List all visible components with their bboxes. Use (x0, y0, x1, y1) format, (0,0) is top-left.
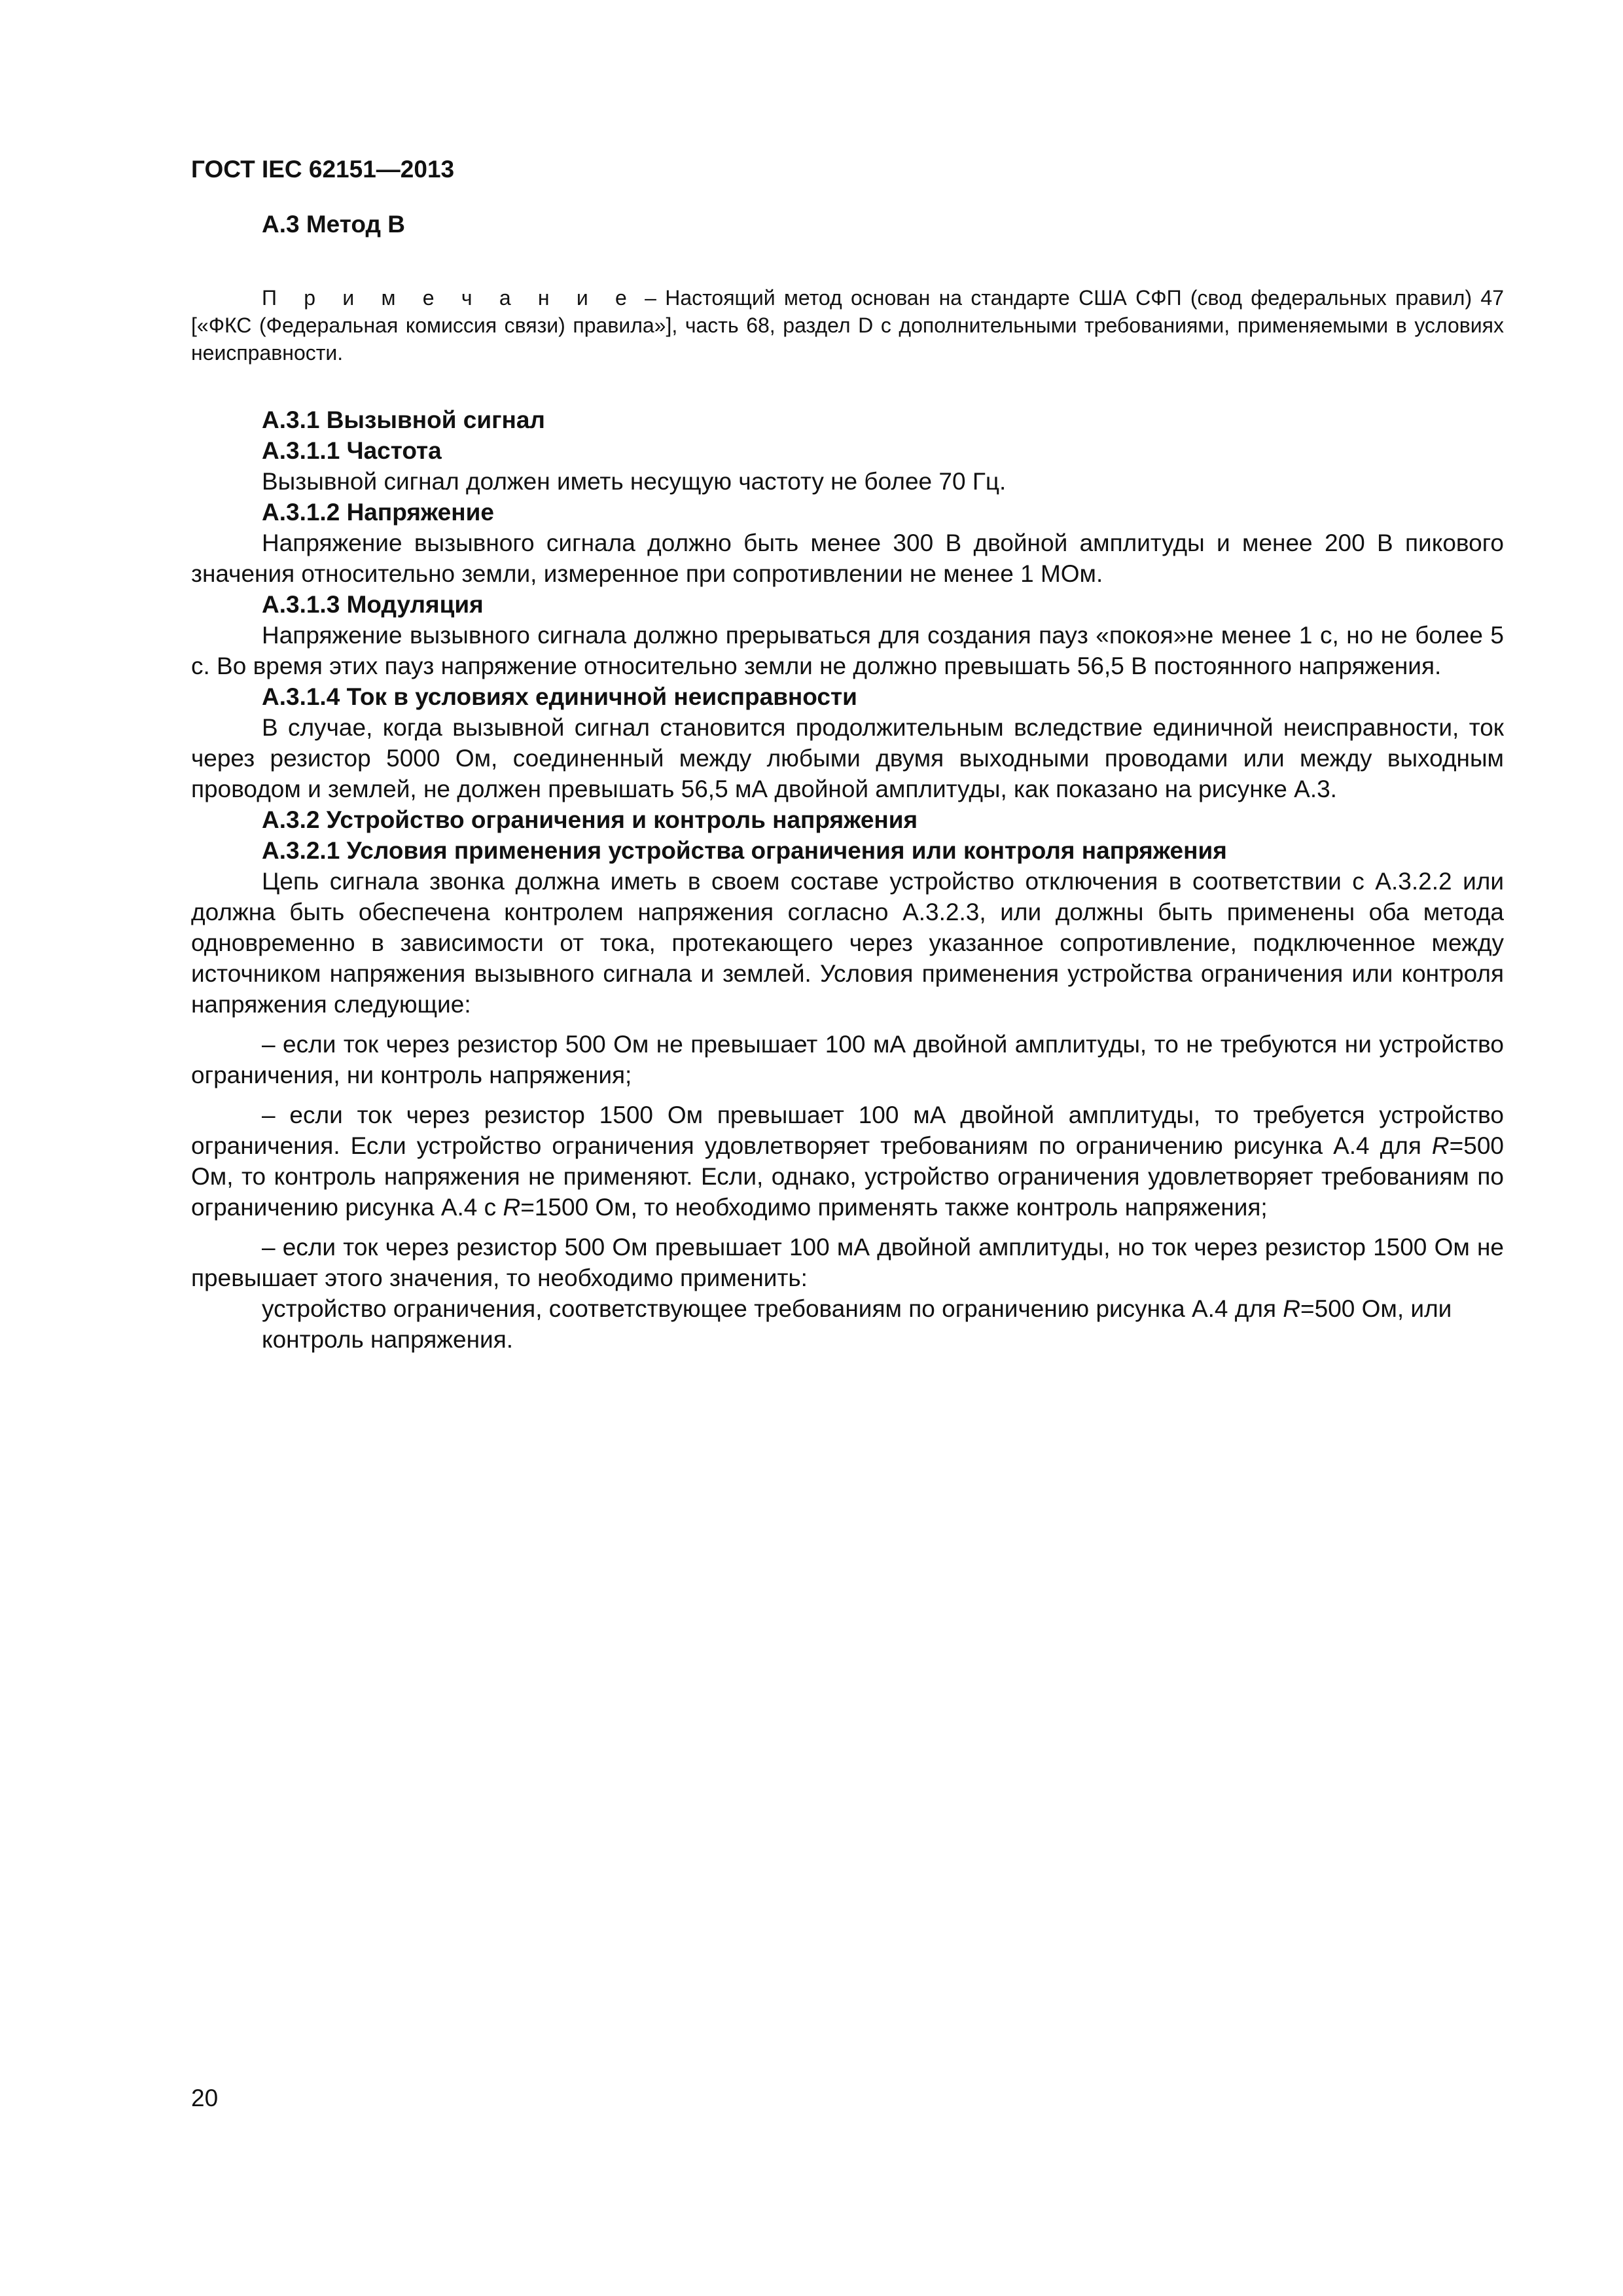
resistance-symbol: R (1431, 1132, 1450, 1159)
paragraph-conditions: Цепь сигнала звонка должна иметь в своем составе устройство отключения в соответствии с А.3.2.2 или должна быть обеспечена контролем напряжения согласно А.3.2.3, или должны быть применены оба метода одновременно в зависимости от тока, протекающего через указанное сопротивление, подключенное между источником напряжения вызывного сигнала и землей. Условия применения устройства ограничения или контроля напряжения следующие: (191, 868, 1504, 1018)
heading-a321: А.3.2.1 Условия применения устройства ограничения или контроля напряжения (262, 837, 1227, 864)
paragraph-fault: В случае, когда вызывной сигнал становится продолжительным вследствие единичной неисправности, ток через резистор 5000 Ом, соединенный между любыми двумя выходными проводами или между выходным проводом и землей, не должен превышать 56,5 мА двойной амплитуды, как показано на рисунке А.3. (191, 714, 1504, 802)
heading-a311: А.3.1.1 Частота (262, 437, 442, 464)
heading-a312: А.3.1.2 Напряжение (262, 499, 494, 526)
paragraph-voltage: Напряжение вызывного сигнала должно быть менее 300 В двойной амплитуды и менее 200 В пикового значения относительно земли, измеренное при сопротивлении не менее 1 МОм. (191, 529, 1504, 587)
resistance-symbol: R (1283, 1295, 1301, 1322)
resistance-symbol: R (503, 1194, 521, 1221)
list-item-3a-text-a: устройство ограничения, соответствующее требованиям по ограничению рисунка А.4 для (262, 1295, 1283, 1322)
page-number: 20 (191, 2085, 219, 2111)
list-item-3a (191, 1293, 1504, 1324)
list-item-2-text-a: – если ток через резистор 1500 Ом превышает 100 мА двойной амплитуды, то требуется устройство ограничения. Если устройство ограничения удовлетворяет требованиям по ограничению рисунка А.4 для (191, 1102, 1504, 1159)
list-item-2 (191, 1100, 1504, 1223)
note-text: – Настоящий метод основан на стандарте США СФП (свод федеральных правил) 47 [«ФКС (Федеральная комиссия связи) правила»], часть 68, раздел D с дополнительными требованиями, применяемыми в условиях неисправности. (191, 286, 1505, 365)
section-title: А.3 Метод В (262, 211, 406, 238)
list-item-3b: контроль напряжения. (262, 1326, 514, 1353)
heading-a313: А.3.1.3 Модуляция (262, 591, 484, 618)
paragraph-modulation: Напряжение вызывного сигнала должно прерываться для создания пауз «покоя»не менее 1 с, но не более 5 с. Во время этих пауз напряжение относительно земли не должно превышать 56,5 В постоянного напряжения. (191, 622, 1504, 679)
note-paragraph (191, 284, 1504, 367)
list-item-2-text-c: =1500 Ом, то необходимо применять также контроль напряжения; (520, 1194, 1268, 1221)
heading-a314: А.3.1.4 Ток в условиях единичной неисправности (262, 683, 857, 710)
list-item-1: – если ток через резистор 500 Ом не превышает 100 мА двойной амплитуды, то не требуются ни устройство ограничения, ни контроль напряжения; (191, 1031, 1504, 1088)
list-item-3: – если ток через резистор 500 Ом превышает 100 мА двойной амплитуды, но ток через резистор 1500 Ом не превышает этого значения, то необходимо применить: (191, 1234, 1504, 1291)
list-item-3a-text-b: =500 Ом, или (1300, 1295, 1452, 1322)
document-header: ГОСТ IEC 62151—2013 (191, 156, 455, 183)
heading-a32: А.3.2 Устройство ограничения и контроль напряжения (262, 806, 918, 833)
note-label: П р и м е ч а н и е (262, 286, 636, 310)
paragraph-frequency: Вызывной сигнал должен иметь несущую частоту не более 70 Гц. (262, 468, 1007, 495)
heading-a31: А.3.1 Вызывной сигнал (262, 406, 545, 433)
document-body (191, 211, 1504, 1355)
list-item-2-text-b: =500 Ом, то контроль напряжения не применяют. Если, однако, устройство ограничения удовлетворяет требованиям по ограничению рисунка А.4 с (191, 1132, 1504, 1221)
